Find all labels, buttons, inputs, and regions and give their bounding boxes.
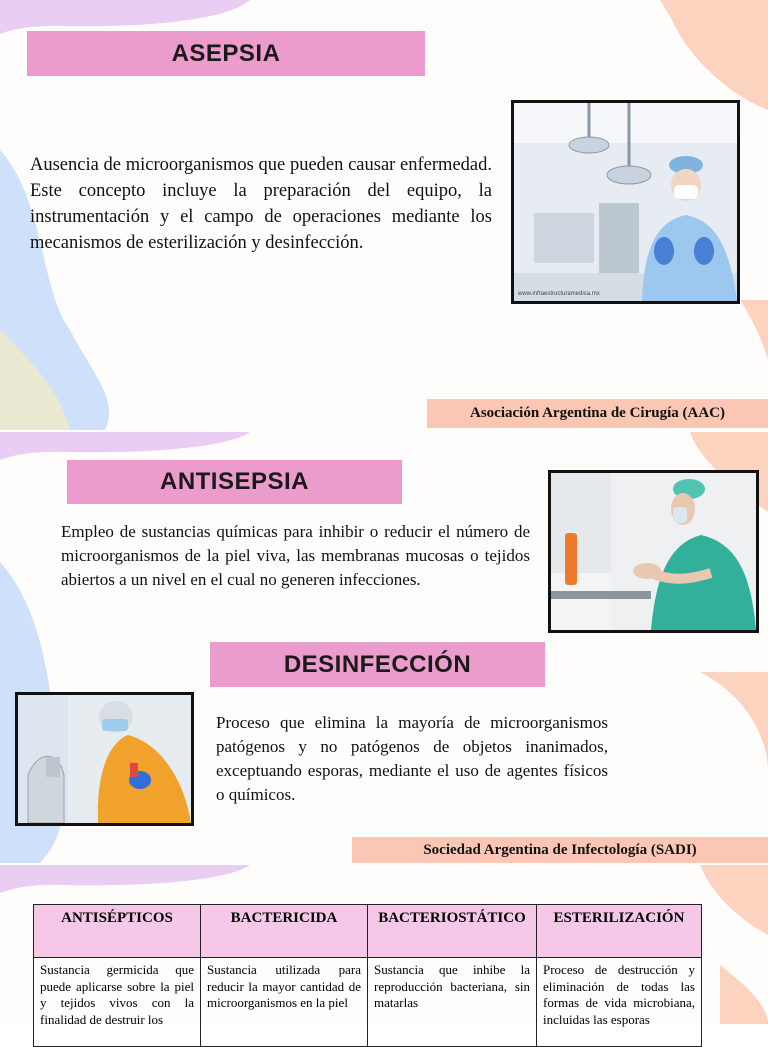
definitions-table [33, 904, 702, 1047]
title-antisepsia [67, 460, 402, 504]
cell-bacteriostatico: Sustancia que inhibe la reproducción bacteriana, sin matarlas [368, 958, 537, 1047]
asepsia-definition: Ausencia de microorganismos que pueden causar enfermedad. Este concepto incluye la preparación del equipo, la instrumentación y el campo de operaciones mediante los mecanismos de esterilización y desinfección. [30, 155, 492, 253]
surgeon-operating-room-image [514, 103, 737, 301]
disinfection-photo [15, 692, 194, 826]
source-aac: Asociación Argentina de Cirugía (AAC) [427, 399, 768, 428]
cell-esterilizacion: Proceso de destrucción y eliminación de todas las formas de vida microbiana, incluidas las esporas [537, 958, 702, 1047]
title-desinfeccion-text: DESINFECCIÓN [283, 650, 472, 678]
table-row [34, 958, 702, 1047]
title-asepsia-text: ASEPSIA [171, 39, 281, 67]
cell-antisepticos: Sustancia germicida que puede aplicarse sobre la piel y tejidos vivos con la finalidad de destruir los [34, 958, 201, 1047]
slide-asepsia [0, 0, 768, 430]
handwashing-photo [548, 470, 759, 633]
title-desinfeccion [210, 642, 545, 687]
header-esterilizacion: ESTERILIZACIÓN [537, 905, 702, 958]
cell-bactericida: Sustancia utilizada para reducir la mayor cantidad de microorganismos en la piel [201, 958, 368, 1047]
slide-antisepsia [0, 432, 768, 863]
worker-disinfecting-image [18, 695, 191, 823]
header-bactericida: BACTERICIDA [201, 905, 368, 958]
header-bacteriostatico: BACTERIOSTÁTICO [368, 905, 537, 958]
source-sadi: Sociedad Argentina de Infectología (SADI) [352, 837, 768, 863]
operating-room-photo [511, 100, 740, 304]
surgeon-handwashing-image [551, 473, 756, 630]
table-header-row [34, 905, 702, 958]
title-asepsia [27, 31, 425, 76]
photo-caption: www.infraestructuramedica.mx [518, 291, 600, 297]
antisepsia-definition: Empleo de sustancias químicas para inhibir o reducir el número de microorganismos de la piel viva, las membranas mucosas o tejidos abiertos a un nivel en el cual no generen infecciones. [61, 522, 530, 589]
title-antisepsia-text: ANTISEPSIA [159, 468, 310, 495]
header-antisepticos: ANTISÉPTICOS [34, 905, 201, 958]
desinfeccion-definition: Proceso que elimina la mayoría de microorganismos patógenos y no patógenos de objetos inanimados, exceptuando esporas, mediante el uso de agentes físicos o químicos. [216, 713, 608, 804]
